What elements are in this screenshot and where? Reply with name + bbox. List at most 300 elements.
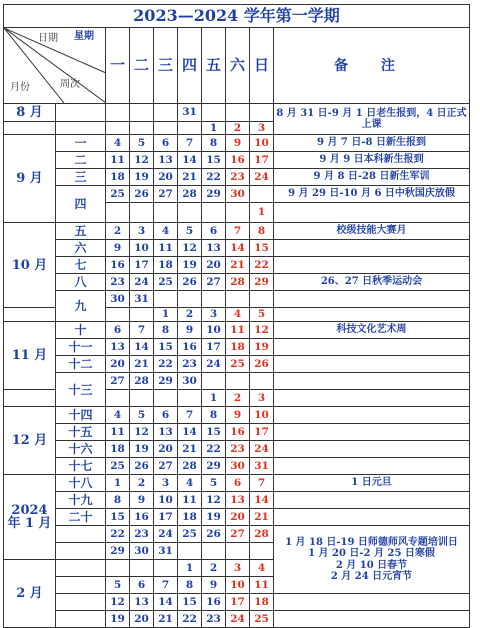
day-cell: 25	[178, 526, 202, 543]
week-number-cell: 一	[56, 135, 106, 152]
day-cell: 11	[154, 240, 178, 257]
day-cell	[154, 560, 178, 577]
week-number-cell: 十	[56, 322, 106, 339]
day-cell: 6	[106, 322, 130, 339]
day-cell: 4	[250, 560, 274, 577]
day-cell	[106, 122, 130, 135]
day-cell	[226, 543, 250, 560]
day-cell: 19	[130, 169, 154, 186]
day-cell: 9	[106, 240, 130, 257]
day-cell: 25	[226, 356, 250, 373]
day-cell: 8	[202, 407, 226, 424]
calendar-row	[4, 104, 470, 122]
day-cell: 23	[226, 441, 250, 458]
day-cell: 26	[130, 186, 154, 203]
note-cell	[274, 492, 470, 509]
day-cell: 13	[202, 240, 226, 257]
week-number-cell: 十二	[56, 356, 106, 373]
day-cell: 22	[250, 257, 274, 274]
day-cell: 21	[154, 611, 178, 628]
day-cell: 5	[130, 135, 154, 152]
week-number-cell	[56, 560, 106, 577]
day-cell: 9	[226, 407, 250, 424]
calendar-row	[4, 169, 470, 186]
calendar-row	[4, 373, 470, 390]
day-cell: 24	[226, 611, 250, 628]
day-cell	[250, 291, 274, 308]
day-cell	[250, 373, 274, 390]
day-cell: 3	[130, 223, 154, 240]
day-cell: 29	[202, 458, 226, 475]
day-cell: 8	[106, 492, 130, 509]
day-cell	[106, 203, 130, 223]
day-cell: 14	[226, 240, 250, 257]
calendar-row	[4, 356, 470, 373]
week-number-cell: 十六	[56, 441, 106, 458]
calendar-row	[4, 274, 470, 291]
day-cell	[226, 373, 250, 390]
note-cell: 9 月 8 日-28 日新生军训	[274, 169, 470, 186]
day-cell	[250, 186, 274, 203]
day-cell	[130, 308, 154, 322]
day-cell: 16	[178, 339, 202, 356]
calendar-row	[4, 322, 470, 339]
note-header: 备 注	[274, 28, 470, 104]
day-cell: 8	[202, 135, 226, 152]
day-cell: 22	[178, 611, 202, 628]
day-cell: 30	[106, 291, 130, 308]
day-cell	[250, 543, 274, 560]
note-cell: 8 月 31 日-9 月 1 日老生报到，4 日正式上课	[274, 104, 470, 135]
day-cell: 28	[130, 373, 154, 390]
week-number-cell: 十四	[56, 407, 106, 424]
calendar-table	[3, 4, 470, 628]
note-cell	[274, 611, 470, 628]
note-cell: 26、27 日秋季运动会	[274, 274, 470, 291]
day-cell	[106, 308, 130, 322]
day-cell: 8	[154, 322, 178, 339]
week-number-cell: 六	[56, 240, 106, 257]
day-cell: 7	[178, 407, 202, 424]
calendar-row	[4, 257, 470, 274]
day-cell	[178, 543, 202, 560]
week-number-cell: 十三	[56, 373, 106, 407]
week-number-cell	[56, 594, 106, 611]
month-cell	[4, 308, 56, 322]
day-cell: 19	[250, 339, 274, 356]
note-cell	[274, 458, 470, 475]
calendar-row	[4, 424, 470, 441]
weekday-wed: 三	[154, 28, 178, 104]
day-cell: 17	[202, 339, 226, 356]
calendar-row	[4, 594, 470, 611]
week-number-cell: 二	[56, 152, 106, 169]
calendar-row	[4, 509, 470, 526]
note-cell: 9 月 9 日本科新生报到	[274, 152, 470, 169]
day-cell: 3	[226, 560, 250, 577]
day-cell	[226, 291, 250, 308]
day-cell: 5	[178, 223, 202, 240]
day-cell: 28	[226, 274, 250, 291]
diag-date-label: 日期	[38, 33, 58, 44]
note-cell	[274, 373, 470, 390]
note-cell: 9 月 7 日-8 日新生报到	[274, 135, 470, 152]
day-cell	[202, 291, 226, 308]
day-cell: 14	[154, 594, 178, 611]
day-cell: 28	[178, 458, 202, 475]
week-number-cell	[56, 104, 106, 122]
note-cell	[274, 257, 470, 274]
day-cell: 15	[178, 594, 202, 611]
day-cell: 24	[250, 169, 274, 186]
day-cell: 4	[106, 407, 130, 424]
day-cell: 9	[178, 322, 202, 339]
day-cell	[154, 203, 178, 223]
day-cell: 20	[154, 169, 178, 186]
day-cell: 31	[130, 291, 154, 308]
day-cell	[130, 560, 154, 577]
day-cell: 26	[202, 526, 226, 543]
day-cell: 13	[130, 594, 154, 611]
day-cell: 19	[178, 257, 202, 274]
day-cell	[130, 390, 154, 407]
day-cell: 7	[178, 135, 202, 152]
day-cell: 7	[130, 322, 154, 339]
day-cell: 27	[226, 526, 250, 543]
week-number-cell: 十一	[56, 339, 106, 356]
day-cell: 14	[178, 424, 202, 441]
day-cell	[154, 390, 178, 407]
day-cell: 9	[202, 577, 226, 594]
day-cell: 2	[178, 308, 202, 322]
day-cell: 10	[226, 577, 250, 594]
day-cell: 18	[154, 257, 178, 274]
note-cell	[274, 356, 470, 373]
day-cell	[178, 390, 202, 407]
note-cell	[274, 509, 470, 526]
day-cell: 26	[178, 274, 202, 291]
day-cell: 10	[130, 240, 154, 257]
day-cell: 29	[154, 373, 178, 390]
day-cell: 5	[130, 407, 154, 424]
day-cell: 22	[106, 526, 130, 543]
day-cell: 6	[226, 475, 250, 492]
day-cell: 1	[154, 308, 178, 322]
note-cell	[274, 441, 470, 458]
day-cell: 11	[250, 577, 274, 594]
day-cell: 1	[202, 122, 226, 135]
day-cell: 28	[178, 186, 202, 203]
weekday-thu: 四	[178, 28, 202, 104]
day-cell: 15	[202, 424, 226, 441]
day-cell: 25	[106, 186, 130, 203]
day-cell: 17	[154, 509, 178, 526]
note-cell	[274, 240, 470, 257]
day-cell: 23	[202, 611, 226, 628]
day-cell: 17	[130, 257, 154, 274]
day-cell: 25	[250, 611, 274, 628]
day-cell	[154, 291, 178, 308]
calendar-row	[4, 611, 470, 628]
day-cell: 24	[202, 356, 226, 373]
note-cell	[274, 203, 470, 223]
week-number-cell	[56, 611, 106, 628]
month-cell: 10 月	[4, 223, 56, 308]
day-cell: 22	[202, 441, 226, 458]
note-cell: 1 日元旦	[274, 475, 470, 492]
page-title: 2023—2024 学年第一学期	[4, 5, 470, 28]
day-cell: 21	[250, 509, 274, 526]
day-cell: 31	[178, 104, 202, 122]
day-cell: 4	[226, 308, 250, 322]
day-cell	[226, 203, 250, 223]
day-cell: 1	[106, 475, 130, 492]
day-cell: 4	[178, 475, 202, 492]
day-cell	[154, 122, 178, 135]
day-cell: 6	[154, 407, 178, 424]
calendar-row	[4, 339, 470, 356]
day-cell	[130, 203, 154, 223]
day-cell: 21	[178, 169, 202, 186]
note-cell	[274, 291, 470, 308]
day-cell: 20	[106, 356, 130, 373]
day-cell: 24	[250, 441, 274, 458]
day-cell: 27	[154, 186, 178, 203]
day-cell: 26	[250, 356, 274, 373]
week-number-cell	[56, 526, 106, 543]
note-cell: 1 月 18 日-19 日师德师风专题培训日 1 月 20 日-2 月 25 日寒假 2 月 10 日春节 2 月 24 日元宵节	[274, 526, 470, 594]
day-cell: 23	[130, 526, 154, 543]
day-cell: 15	[106, 509, 130, 526]
calendar-row	[4, 152, 470, 169]
note-cell	[274, 424, 470, 441]
diagonal-header	[4, 28, 106, 104]
day-cell: 29	[106, 543, 130, 560]
day-cell: 24	[154, 526, 178, 543]
day-cell: 31	[250, 458, 274, 475]
day-cell	[178, 203, 202, 223]
note-cell	[274, 594, 470, 611]
day-cell: 3	[250, 122, 274, 135]
month-cell: 11 月	[4, 322, 56, 390]
day-cell: 11	[178, 492, 202, 509]
day-cell: 9	[130, 492, 154, 509]
week-number-cell	[56, 122, 106, 135]
day-cell: 25	[106, 458, 130, 475]
week-number-cell: 五	[56, 223, 106, 240]
day-cell: 12	[130, 424, 154, 441]
day-cell: 3	[250, 390, 274, 407]
calendar-row	[4, 291, 470, 308]
day-cell	[130, 104, 154, 122]
calendar-row	[4, 526, 470, 543]
day-cell: 22	[202, 169, 226, 186]
day-cell: 1	[178, 560, 202, 577]
day-cell: 16	[106, 257, 130, 274]
day-cell: 14	[130, 339, 154, 356]
day-cell: 18	[178, 509, 202, 526]
day-cell: 17	[250, 424, 274, 441]
day-cell: 6	[202, 223, 226, 240]
weekday-sun: 日	[250, 28, 274, 104]
day-cell	[202, 543, 226, 560]
day-cell: 1	[250, 203, 274, 223]
day-cell: 1	[202, 390, 226, 407]
day-cell: 16	[226, 424, 250, 441]
day-cell: 4	[106, 135, 130, 152]
day-cell: 13	[154, 424, 178, 441]
day-cell: 11	[106, 424, 130, 441]
day-cell: 7	[226, 223, 250, 240]
note-cell: 校级技能大赛月	[274, 223, 470, 240]
day-cell: 4	[154, 223, 178, 240]
calendar-row	[4, 135, 470, 152]
day-cell: 14	[178, 152, 202, 169]
day-cell: 30	[226, 186, 250, 203]
week-number-cell: 三	[56, 169, 106, 186]
day-cell: 13	[154, 152, 178, 169]
day-cell: 23	[226, 169, 250, 186]
day-cell: 12	[202, 492, 226, 509]
day-cell: 21	[130, 356, 154, 373]
day-cell: 30	[226, 458, 250, 475]
month-cell: 12 月	[4, 407, 56, 475]
day-cell: 21	[226, 257, 250, 274]
month-cell: 2 月	[4, 560, 56, 628]
day-cell	[202, 104, 226, 122]
week-number-cell: 四	[56, 186, 106, 223]
day-cell	[250, 104, 274, 122]
day-cell: 15	[250, 240, 274, 257]
day-cell: 2	[226, 390, 250, 407]
note-cell: 9 月 29 日-10 月 6 日中秋国庆放假	[274, 186, 470, 203]
day-cell: 18	[106, 169, 130, 186]
day-cell: 15	[154, 339, 178, 356]
diag-month-label: 月份	[10, 82, 30, 93]
day-cell: 26	[130, 458, 154, 475]
day-cell: 17	[250, 152, 274, 169]
note-cell	[274, 407, 470, 424]
day-cell	[130, 122, 154, 135]
day-cell	[178, 122, 202, 135]
day-cell: 18	[106, 441, 130, 458]
calendar-row	[4, 407, 470, 424]
day-cell: 10	[202, 322, 226, 339]
day-cell: 20	[202, 257, 226, 274]
day-cell: 29	[250, 274, 274, 291]
day-cell: 12	[178, 240, 202, 257]
day-cell: 19	[130, 441, 154, 458]
weekday-tue: 二	[130, 28, 154, 104]
day-cell: 16	[130, 509, 154, 526]
day-cell: 9	[226, 135, 250, 152]
day-cell: 15	[202, 152, 226, 169]
day-cell: 30	[178, 373, 202, 390]
day-cell: 22	[154, 356, 178, 373]
day-cell: 12	[106, 594, 130, 611]
day-cell: 10	[250, 135, 274, 152]
day-cell	[106, 104, 130, 122]
day-cell: 13	[226, 492, 250, 509]
day-cell: 23	[178, 356, 202, 373]
day-cell: 12	[250, 322, 274, 339]
month-cell: 9 月	[4, 135, 56, 223]
day-cell: 21	[178, 441, 202, 458]
day-cell: 5	[106, 577, 130, 594]
week-number-cell: 二十	[56, 509, 106, 526]
month-cell	[4, 390, 56, 407]
calendar-row	[4, 458, 470, 475]
day-cell: 2	[202, 560, 226, 577]
day-cell: 29	[202, 186, 226, 203]
week-number-cell: 十九	[56, 492, 106, 509]
day-cell: 31	[154, 543, 178, 560]
note-cell	[274, 390, 470, 407]
month-cell: 2024 年 1 月	[4, 475, 56, 560]
weekday-mon: 一	[106, 28, 130, 104]
weekday-sat: 六	[226, 28, 250, 104]
day-cell: 10	[250, 407, 274, 424]
diag-zhouci-label: 周次	[60, 79, 80, 90]
week-number-cell: 七	[56, 257, 106, 274]
day-cell: 2	[130, 475, 154, 492]
day-cell: 11	[226, 322, 250, 339]
day-cell: 10	[154, 492, 178, 509]
day-cell	[226, 104, 250, 122]
month-cell: 8 月	[4, 104, 56, 122]
calendar-row	[4, 441, 470, 458]
calendar-row	[4, 240, 470, 257]
day-cell: 18	[250, 594, 274, 611]
day-cell	[202, 373, 226, 390]
day-cell: 16	[226, 152, 250, 169]
day-cell: 3	[154, 475, 178, 492]
day-cell	[106, 390, 130, 407]
calendar-row	[4, 492, 470, 509]
day-cell: 8	[178, 577, 202, 594]
calendar-row	[4, 186, 470, 203]
day-cell: 6	[130, 577, 154, 594]
day-cell: 2	[226, 122, 250, 135]
week-number-cell: 十七	[56, 458, 106, 475]
day-cell: 19	[202, 509, 226, 526]
day-cell: 17	[226, 594, 250, 611]
day-cell: 28	[250, 526, 274, 543]
day-cell: 11	[106, 152, 130, 169]
day-cell: 27	[154, 458, 178, 475]
day-cell: 7	[250, 475, 274, 492]
week-number-cell	[56, 577, 106, 594]
calendar-row	[4, 475, 470, 492]
day-cell: 20	[154, 441, 178, 458]
weekday-fri: 五	[202, 28, 226, 104]
day-cell: 8	[250, 223, 274, 240]
day-cell: 7	[154, 577, 178, 594]
day-cell: 16	[202, 594, 226, 611]
day-cell: 20	[130, 611, 154, 628]
day-cell: 23	[106, 274, 130, 291]
day-cell: 6	[154, 135, 178, 152]
day-cell: 12	[130, 152, 154, 169]
day-cell: 27	[106, 373, 130, 390]
day-cell: 5	[250, 308, 274, 322]
day-cell	[154, 104, 178, 122]
note-cell: 科技文化艺术周	[274, 322, 470, 339]
day-cell: 2	[106, 223, 130, 240]
day-cell: 24	[130, 274, 154, 291]
week-number-cell: 十五	[56, 424, 106, 441]
note-cell	[274, 339, 470, 356]
